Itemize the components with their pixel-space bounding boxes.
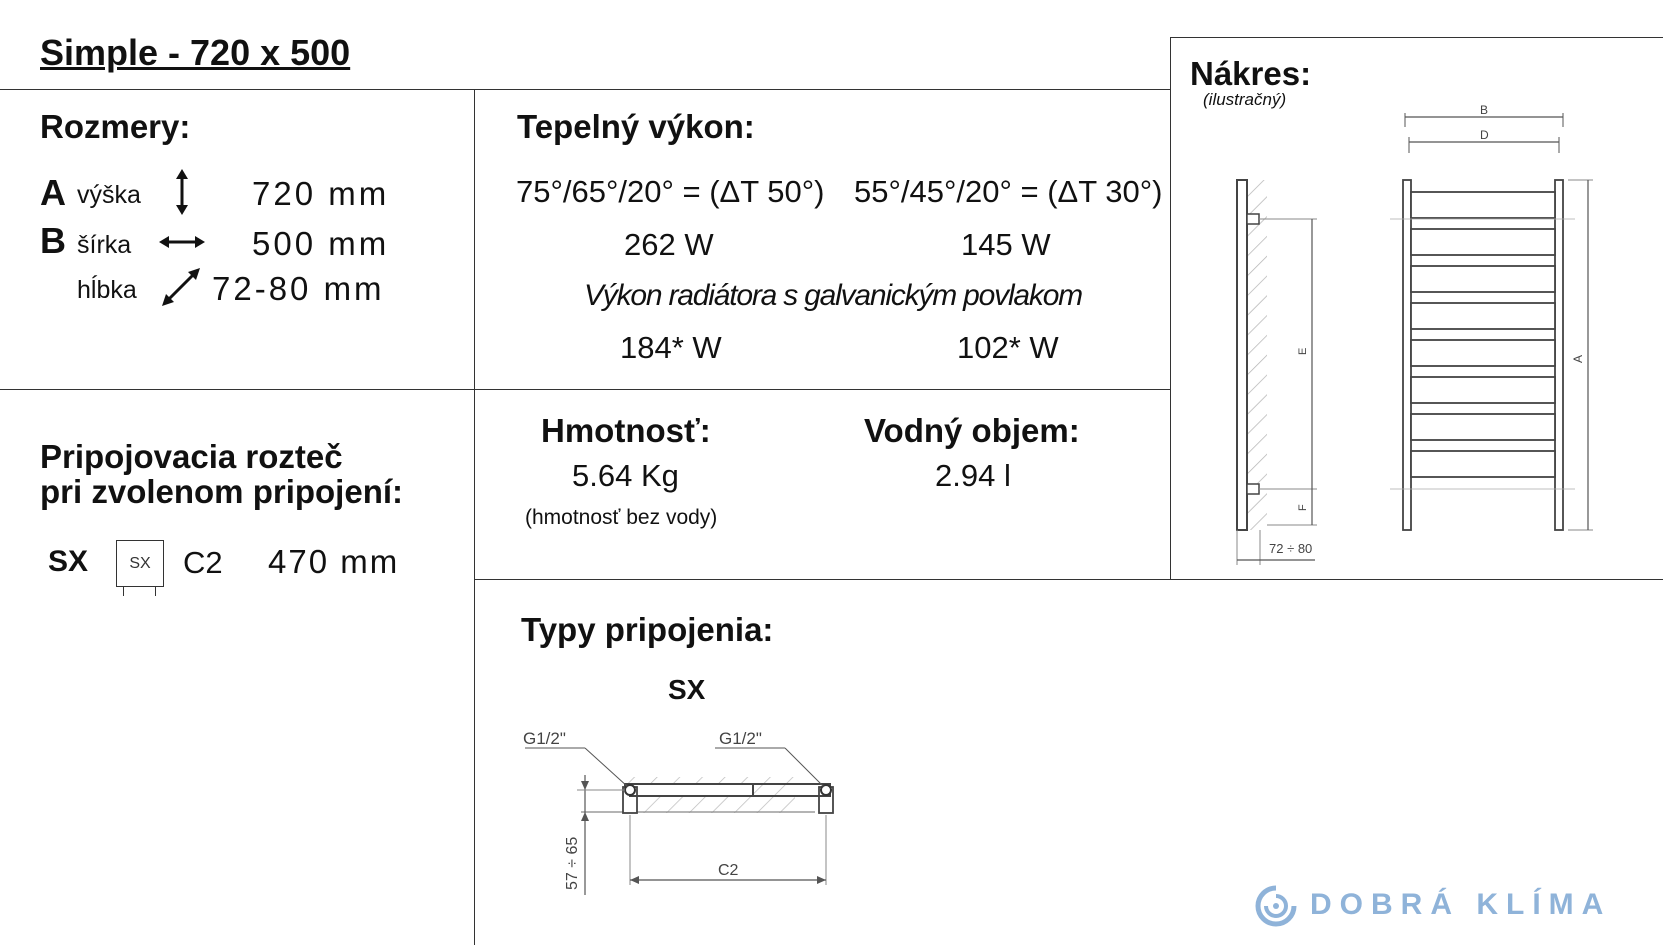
radiator-rung	[1411, 266, 1555, 292]
radiator-rung	[1411, 377, 1555, 403]
thermal-value-2: 145 W	[961, 227, 1051, 262]
dobra-klima-logo-icon	[1254, 884, 1298, 928]
connection-type-label: SX	[48, 545, 89, 578]
vertical-arrow-icon	[170, 168, 194, 216]
depth-dimension-label: 72 ÷ 80	[1269, 541, 1313, 556]
drawing-left-rule	[1170, 37, 1171, 579]
connection-code: C2	[183, 545, 223, 580]
horizontal-arrow-icon	[158, 230, 206, 254]
title-underline-rule	[0, 89, 1170, 90]
weight-value: 5.64 Kg	[572, 458, 679, 493]
label-a: A	[1571, 354, 1585, 363]
sx-connection-diagram	[515, 715, 855, 910]
label-d: D	[1480, 128, 1489, 142]
dim-b-value: 500 mm	[252, 225, 390, 262]
drawing-note: (ilustračný)	[1203, 90, 1287, 109]
sx-icon-pipe-right	[155, 587, 156, 596]
radiator-rung	[1411, 414, 1555, 440]
thermal-condition-2: 55°/45°/20° = (ΔT 30°)	[854, 174, 1163, 209]
vertical-dimension-label: 57 ÷ 65	[564, 836, 581, 890]
row-divider-1	[0, 389, 1170, 390]
water-volume-heading: Vodný objem:	[864, 412, 1080, 449]
dim-depth-value: 72-80 mm	[212, 270, 385, 307]
connection-types-heading: Typy pripojenia:	[521, 611, 774, 648]
g-right-label: G1/2"	[719, 729, 762, 748]
galvanized-note: Výkon radiátora s galvanickým povlakom	[584, 279, 1082, 312]
thermal-condition-1: 75°/65°/20° = (ΔT 50°)	[516, 174, 825, 209]
dim-b-label: šírka	[77, 231, 132, 259]
radiator-rung	[1411, 451, 1555, 477]
diagonal-arrow-icon	[160, 266, 202, 308]
water-volume-value: 2.94 l	[935, 458, 1011, 493]
sx-icon-pipe-left	[123, 587, 124, 596]
radiator-rung	[1411, 192, 1555, 218]
dim-a-value: 720 mm	[252, 175, 390, 212]
drawing-top-rule	[1170, 37, 1663, 38]
svg-text:F: F	[1297, 504, 1309, 511]
row-divider-2	[474, 579, 1663, 580]
front-view	[1390, 105, 1593, 530]
weight-heading: Hmotnosť:	[541, 412, 711, 449]
side-view	[1237, 180, 1317, 565]
sx-connection-icon-text: SX	[129, 555, 151, 572]
sx-connection-icon	[116, 540, 164, 587]
radiator-technical-drawing	[1180, 105, 1600, 575]
radiator-rung	[1411, 229, 1555, 255]
radiator-rung	[1411, 340, 1555, 366]
page-title: Simple - 720 x 500	[40, 32, 351, 73]
connection-spacing-value: 470 mm	[268, 543, 400, 580]
thermal-value-1: 262 W	[624, 227, 714, 262]
dim-depth-label: hĺbka	[77, 276, 137, 304]
drawing-heading: Nákres:	[1190, 55, 1312, 92]
galvanized-value-2: 102* W	[957, 330, 1059, 365]
dimensions-heading: Rozmery:	[40, 108, 191, 145]
thermal-heading: Tepelný výkon:	[517, 108, 755, 145]
label-b: B	[1480, 105, 1489, 117]
brand-name: DOBRÁ KLÍMA	[1310, 888, 1612, 921]
connection-heading-line-1: Pripojovacia rozteč	[40, 438, 343, 475]
connection-heading-line-2: pri zvolenom pripojení:	[40, 473, 404, 510]
sx-type-label: SX	[668, 674, 706, 705]
svg-text:E: E	[1297, 347, 1309, 355]
weight-note: (hmotnosť bez vody)	[525, 506, 718, 529]
dim-a-letter: A	[40, 172, 66, 213]
dim-a-label: výška	[77, 181, 141, 209]
c2-dimension-label: C2	[718, 862, 739, 879]
galvanized-value-1: 184* W	[620, 330, 722, 365]
middle-column-rule	[474, 89, 475, 945]
dim-b-letter: B	[40, 220, 66, 261]
g-left-label: G1/2"	[523, 729, 566, 748]
radiator-rung	[1411, 303, 1555, 329]
